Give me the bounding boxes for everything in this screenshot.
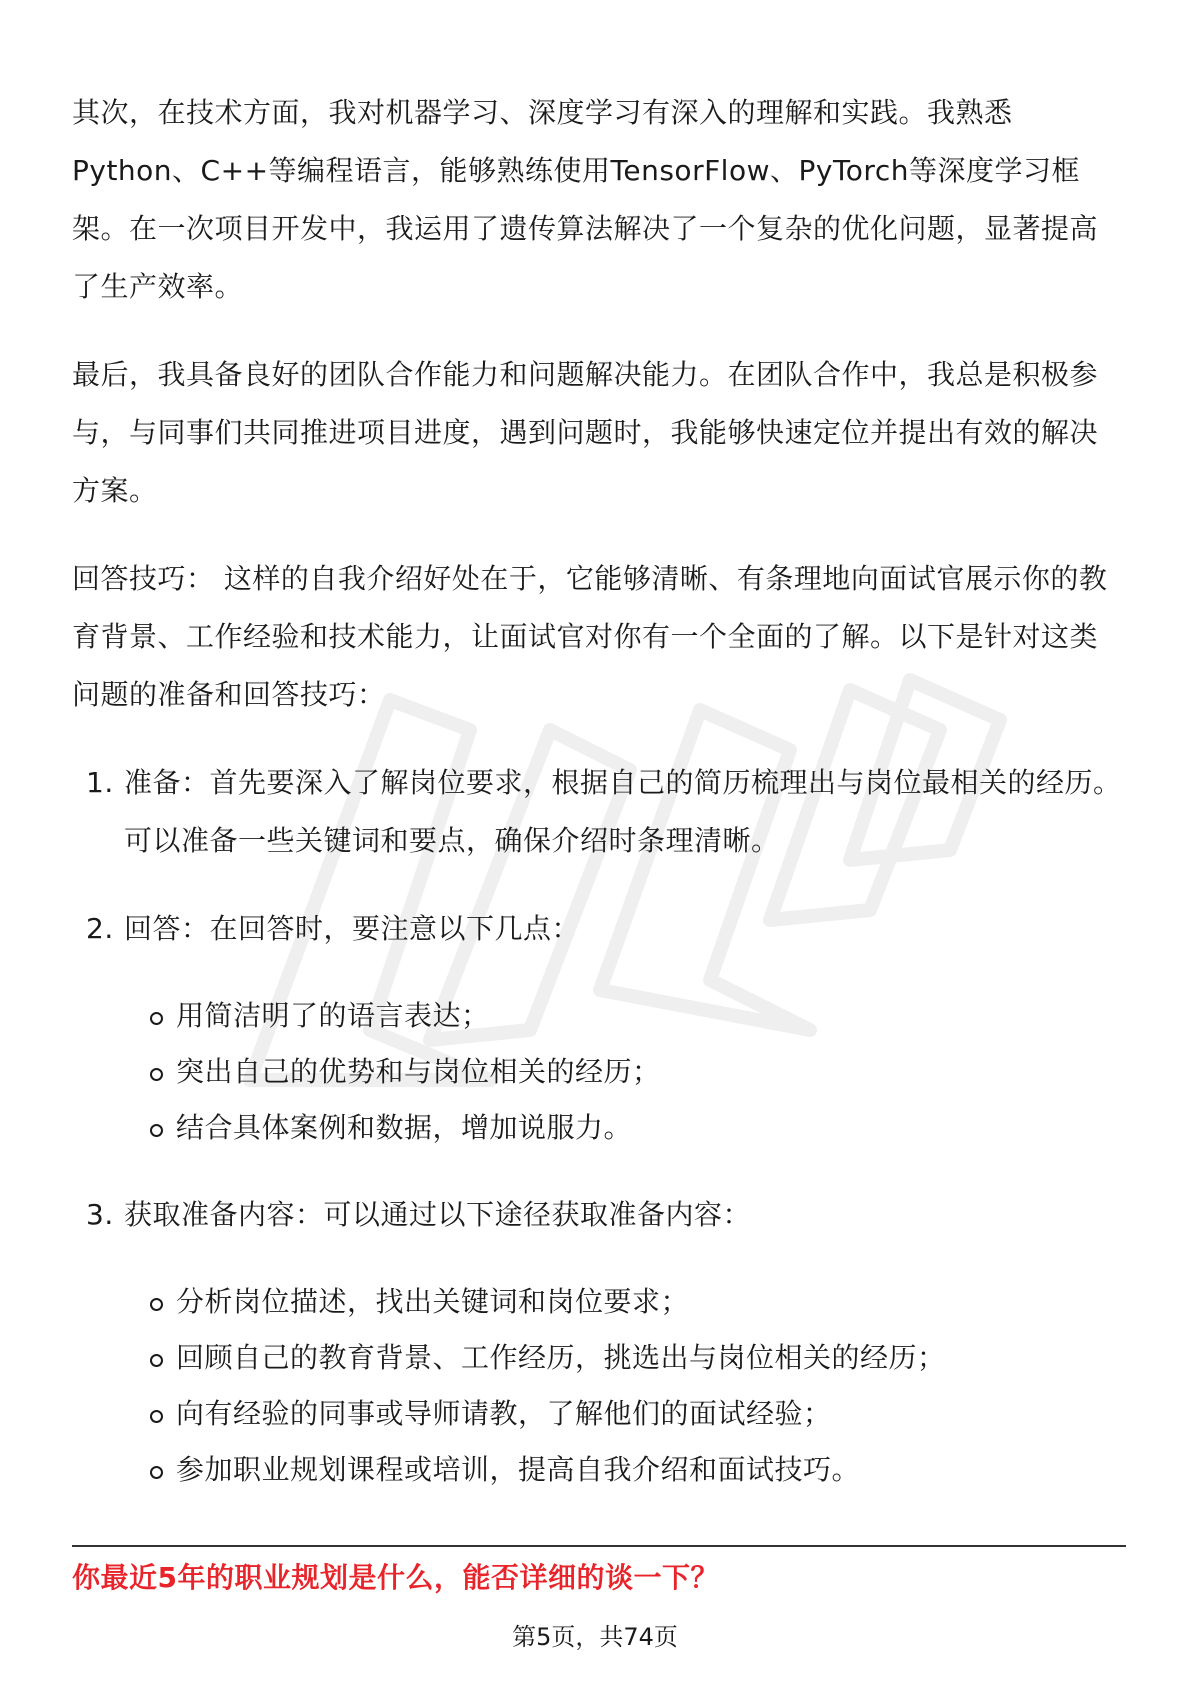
sub-list-item: 结合具体案例和数据，增加说服力。: [124, 1100, 1126, 1156]
circle-bullet-icon: [150, 1124, 163, 1137]
paragraph-teamwork: 最后，我具备良好的团队合作能力和问题解决能力。在团队合作中，我总是积极参与，与同事们共同推进项目进度，遇到问题时，我能够快速定位并提出有效的解决方案。: [72, 358, 1099, 507]
list-item-number: 3.: [86, 1198, 114, 1231]
circle-bullet-icon: [150, 1466, 163, 1479]
sub-list-item: 向有经验的同事或导师请教，了解他们的面试经验；: [124, 1386, 1126, 1442]
list-item-text: 获取准备内容：可以通过以下途径获取准备内容：: [124, 1198, 752, 1231]
list-item: [72, 1186, 1126, 1498]
sub-list: [124, 988, 1126, 1156]
paragraph-answer-tips: 回答技巧： 这样的自我介绍好处在于，它能够清晰、有条理地向面试官展示你的教育背景、工作经验和技术能力，让面试官对你有一个全面的了解。以下是针对这类问题的准备和回答技巧：: [72, 562, 1108, 711]
next-question-heading: 你最近5年的职业规划是什么，能否详细的谈一下？: [72, 1561, 719, 1594]
circle-bullet-icon: [150, 1012, 163, 1025]
document-body: [72, 84, 1126, 1528]
sub-list-item: 用简洁明了的语言表达；: [124, 988, 1126, 1044]
circle-bullet-icon: [150, 1068, 163, 1081]
list-item-text: 准备：首先要深入了解岗位要求，根据自己的简历梳理出与岗位最相关的经历。可以准备一些关键词和要点，确保介绍时条理清晰。: [124, 766, 1122, 857]
sub-list-item: 分析岗位描述，找出关键词和岗位要求；: [124, 1274, 1126, 1330]
circle-bullet-icon: [150, 1354, 163, 1367]
list-item: [72, 900, 1126, 1156]
tips-list: [72, 754, 1126, 1498]
circle-bullet-icon: [150, 1410, 163, 1423]
sub-list-item: 突出自己的优势和与岗位相关的经历；: [124, 1044, 1126, 1100]
page-number: 第5页，共74页: [512, 1623, 678, 1651]
sub-list-item: 回顾自己的教育背景、工作经历，挑选出与岗位相关的经历；: [124, 1330, 1126, 1386]
list-item-number: 1.: [86, 766, 114, 799]
list-item-number: 2.: [86, 912, 114, 945]
circle-bullet-icon: [150, 1298, 163, 1311]
sub-list-item: 参加职业规划课程或培训，提高自我介绍和面试技巧。: [124, 1442, 1126, 1498]
list-item: [72, 754, 1126, 870]
paragraph-technical-skills: 其次，在技术方面，我对机器学习、深度学习有深入的理解和实践。我熟悉Python、C++等编程语言，能够熟练使用TensorFlow、PyTorch等深度学习框架。在一次项目开发中，我运用了遗传算法解决了一个复杂的优化问题，显著提高了生产效率。: [72, 96, 1099, 303]
list-item-text: 回答：在回答时，要注意以下几点：: [124, 912, 581, 945]
sub-list: [124, 1274, 1126, 1498]
section-divider: [72, 1545, 1126, 1547]
